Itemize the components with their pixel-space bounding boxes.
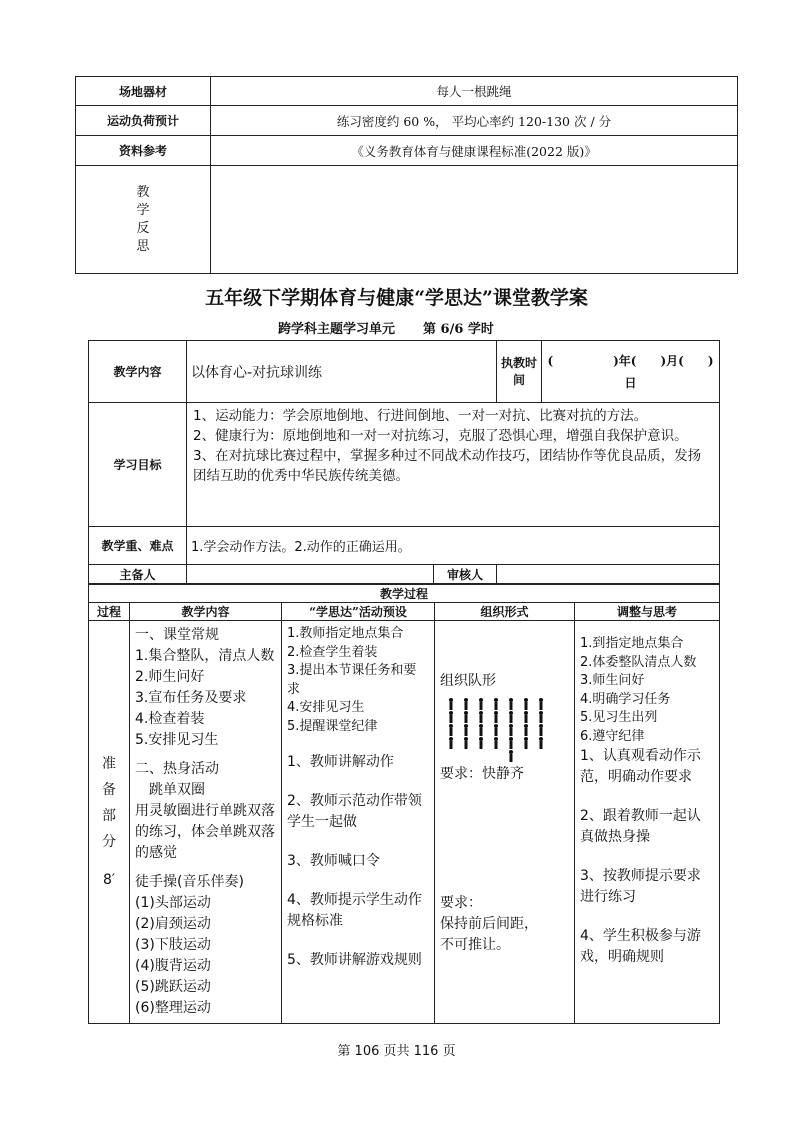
student-icon [444, 724, 457, 736]
student-icon [534, 698, 547, 710]
unit-subtitle: 跨学科主题学习单元 第 6/6 学时 [278, 322, 494, 337]
organization-cell: 组织队形 要求：快静齐 要求： 保持前后间距， 不可推让。 [435, 621, 575, 1024]
load-value: 练习密度约 60 %， 平均心率约 120-130 次 / 分 [211, 106, 738, 136]
plan-table [88, 340, 720, 584]
requirement-1: 要求：快静齐 [440, 766, 524, 782]
col-activity: “学思达”活动预设 [282, 603, 435, 621]
reviewer-value[interactable] [497, 565, 720, 584]
page-footer: 第 106 页共 116 页 [337, 1044, 456, 1059]
goals-label: 学习目标 [89, 403, 187, 527]
student-icon [504, 698, 517, 710]
activity-cell: 1.教师指定地点集合 2.检查学生着装 3.提出本节课任务和要求 4.安排见习生 5.提醒课堂纪律 1、教师讲解动作 2、教师示范动作带领学生一起做 3、教师喊口令 4、教师提示学生动作规格标准 5、教师讲解游戏规则 [282, 621, 435, 1024]
student-icon [444, 711, 457, 723]
student-icon [519, 724, 532, 736]
formation-diagram [444, 698, 569, 762]
content-value: 以体育心-对抗球训练 [187, 341, 497, 403]
preparer-label: 主备人 [89, 565, 187, 584]
student-icon [459, 698, 472, 710]
process-header: 教学过程 [89, 585, 720, 603]
student-icon [459, 737, 472, 749]
student-icon [444, 698, 457, 710]
col-reflection: 调整与思考 [575, 603, 720, 621]
key-value: 1.学会动作方法。2.动作的正确运用。 [187, 527, 720, 565]
student-icon [474, 724, 487, 736]
student-icon [519, 698, 532, 710]
preparer-value[interactable] [187, 565, 434, 584]
content-cell: 一、课堂常规 1.集合整队，清点人数 2.师生问好 3.宣布任务及要求 4.检查着装 5.安排见习生 二、热身活动 跳单双圈 用灵敏圈进行单跳双落的练习，体会单跳双落的感觉 徒手操(音乐伴奏) (1)头部运动 (2)肩颈运动 (3)下肢运动 (4)腹背运动 (5)跳跃运动 (6)整理运动 [130, 621, 282, 1024]
student-icon [534, 737, 547, 749]
reflection-cell: 1.到指定地点集合 2.体委整队清点人数 3.师生问好 4.明确学习任务 5.见习生出列 6.遵守纪律 1、认真观看动作示范，明确动作要求 2、跟着教师一起认真做热身操 3、按教师提示要求进行练习 4、学生积极参与游戏，明确规则 [575, 621, 720, 1024]
student-icon [489, 724, 502, 736]
page-title: 五年级下学期体育与健康“学思达”课堂教学案 [205, 287, 588, 309]
formation-label: 组织队形 [440, 673, 496, 689]
student-icon [519, 737, 532, 749]
student-icon [519, 711, 532, 723]
time-label: 执教时间 [497, 341, 542, 403]
load-label: 运动负荷预计 [76, 106, 211, 136]
reflection-area[interactable] [211, 166, 738, 274]
student-icon [504, 737, 517, 749]
process-table [88, 584, 720, 1024]
reference-label: 资料参考 [76, 136, 211, 166]
student-icon [444, 737, 457, 749]
reviewer-label: 审核人 [434, 565, 497, 584]
student-icon [474, 698, 487, 710]
teacher-icon [504, 750, 517, 762]
equipment-table [75, 76, 738, 274]
student-icon [474, 737, 487, 749]
col-organization: 组织形式 [435, 603, 575, 621]
student-icon [504, 711, 517, 723]
time-value: ( )年( )月( ) 日 [542, 341, 720, 403]
student-icon [489, 698, 502, 710]
student-icon [459, 724, 472, 736]
stage-cell: 准 备 部 分 8′ [89, 621, 130, 1024]
key-label: 教学重、难点 [89, 527, 187, 565]
venue-value: 每人一根跳绳 [211, 77, 738, 106]
student-icon [459, 711, 472, 723]
student-icon [504, 724, 517, 736]
student-icon [534, 724, 547, 736]
reference-value: 《义务教育体育与健康课程标准(2022 版)》 [211, 136, 738, 166]
venue-label: 场地器材 [76, 77, 211, 106]
student-icon [489, 737, 502, 749]
content-label: 教学内容 [89, 341, 187, 403]
col-content: 教学内容 [130, 603, 282, 621]
col-stage: 过程 [89, 603, 130, 621]
student-icon [534, 711, 547, 723]
student-icon [474, 711, 487, 723]
goals-list: 1、运动能力：学会原地倒地、行进间倒地、一对一对抗、比赛对抗的方法。 2、健康行为：原地倒地和一对一对抗练习，克服了恐惧心理，增强自我保护意识。 3、在对抗球比赛过程中，掌握多种过不同战术动作技巧，团结协作等优良品质，发扬团结互助的优秀中华民族传统美德。 [187, 403, 720, 527]
student-icon [489, 711, 502, 723]
reflection-label: 教 学 反 思 [76, 166, 211, 274]
